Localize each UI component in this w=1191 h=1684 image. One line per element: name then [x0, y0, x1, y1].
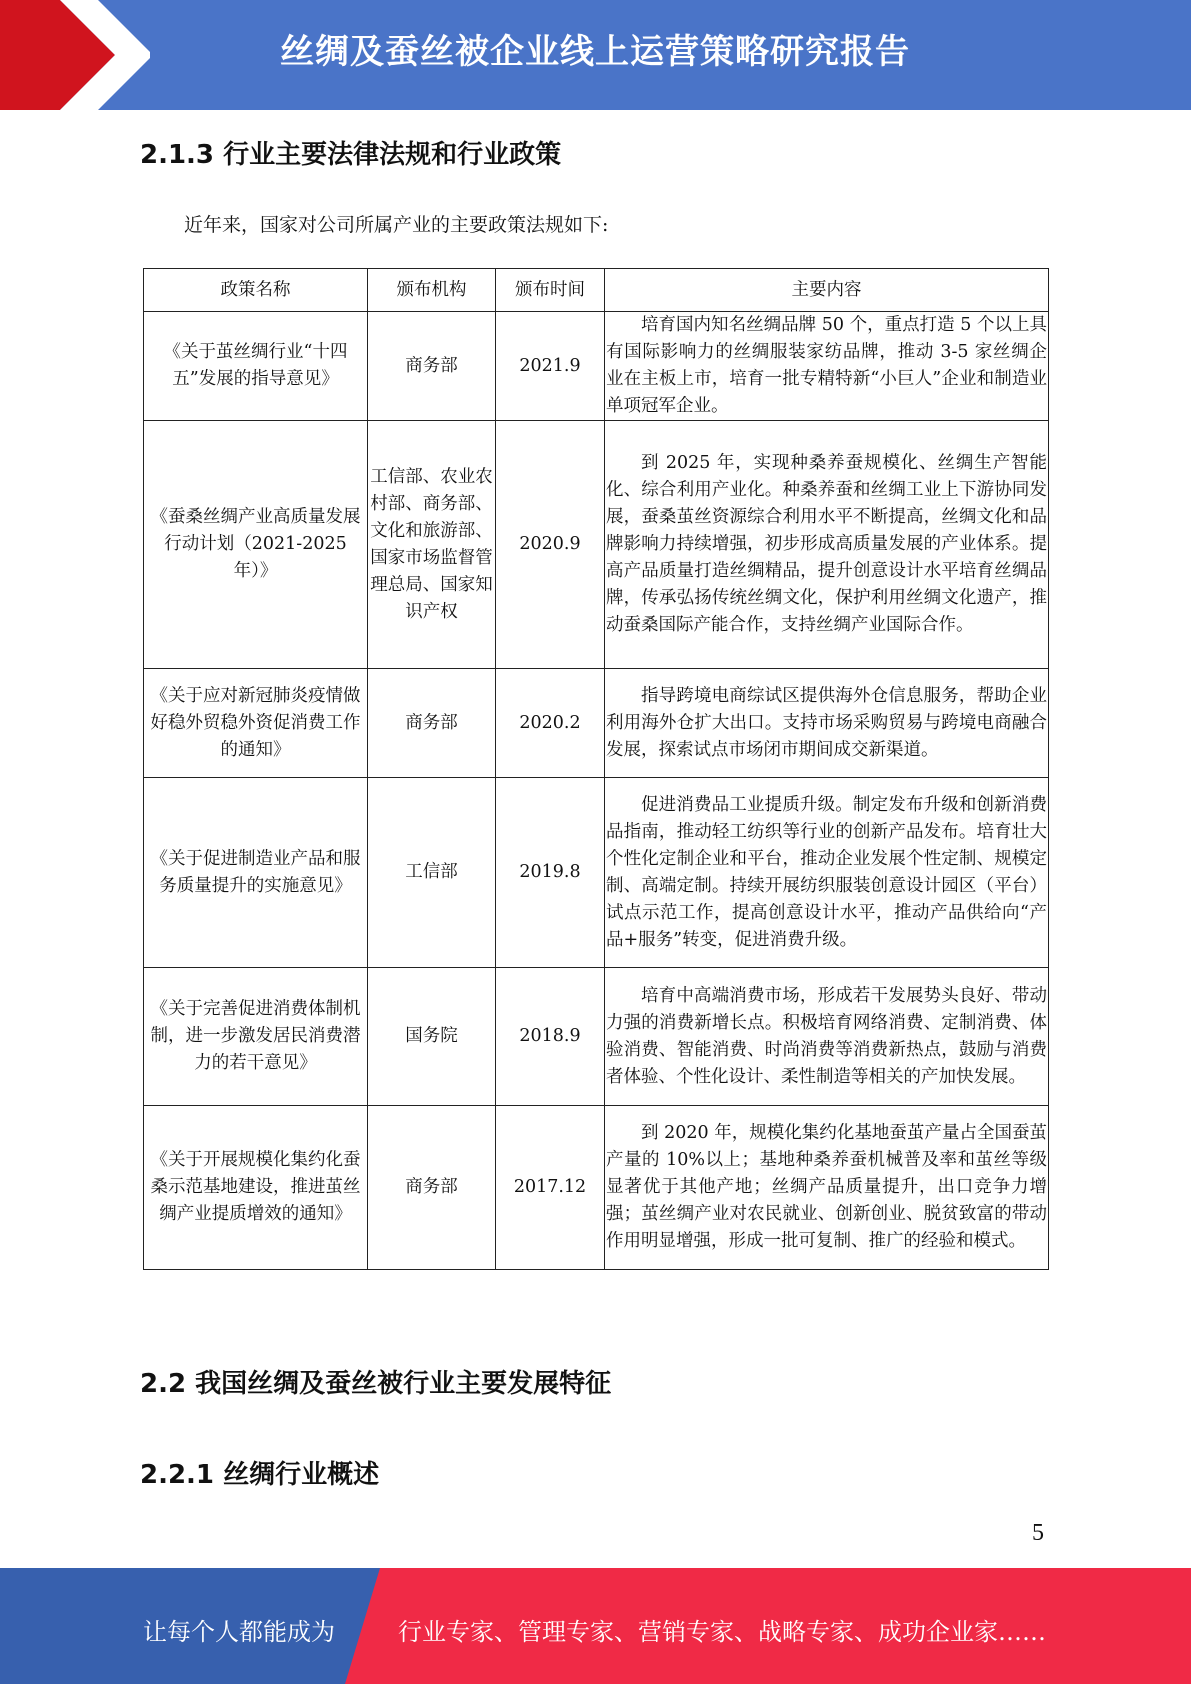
- header-red-arrow: [0, 0, 150, 110]
- col-header-content: 主要内容: [605, 269, 1049, 312]
- policy-content: 到 2020 年，规模化集约化基地蚕茧产量占全国蚕茧产量的 10%以上；基地种桑养蚕机械普及率和茧丝等级显著优于其他产地；丝绸产品质量提升，出口竞争力增强；茧丝绸产业对农民就业、创新创业、脱贫致富的带动作用明显增强，形成一批可复制、推广的经验和模式。: [605, 1106, 1049, 1270]
- policy-date: 2021.9: [496, 312, 605, 421]
- footer-slogan-left: 让每个人都能成为: [143, 1618, 335, 1646]
- policy-content: 培育国内知名丝绸品牌 50 个，重点打造 5 个以上具有国际影响力的丝绸服装家纺品牌，推动 3-5 家丝绸企业在主板上市，培育一批专精特新“小巨人”企业和制造业单项冠军企业。: [605, 312, 1049, 421]
- policy-name: 《关于应对新冠肺炎疫情做好稳外贸稳外资促消费工作的通知》: [144, 669, 368, 778]
- policy-org: 商务部: [368, 1106, 496, 1270]
- policy-org: 工信部、农业农村部、商务部、文化和旅游部、国家市场监督管理总局、国家知识产权: [368, 421, 496, 669]
- policy-content: 促进消费品工业提质升级。制定发布升级和创新消费品指南，推动轻工纺织等行业的创新产品发布。培育壮大个性化定制企业和平台，推动企业发展个性定制、规模定制、高端定制。持续开展纺织服装创意设计园区（平台）试点示范工作，提高创意设计水平，推动产品供给向“产品+服务”转变，促进消费升级。: [605, 778, 1049, 968]
- policy-org: 国务院: [368, 968, 496, 1106]
- report-title: 丝绸及蚕丝被企业线上运营策略研究报告: [280, 32, 910, 72]
- policy-date: 2020.2: [496, 669, 605, 778]
- footer-slogan-right: 行业专家、管理专家、营销专家、战略专家、成功企业家……: [398, 1618, 1046, 1646]
- policy-org: 商务部: [368, 669, 496, 778]
- table-row: [144, 968, 1049, 1106]
- policy-content: 到 2025 年，实现种桑养蚕规模化、丝绸生产智能化、综合利用产业化。种桑养蚕和丝绸工业上下游协同发展，蚕桑茧丝资源综合利用水平不断提高，丝绸文化和品牌影响力持续增强，初步形成高质量发展的产业体系。提高产品质量打造丝绸精品，提升创意设计水平培育丝绸品牌，传承弘扬传统丝绸文化，保护利用丝绸文化遗产，推动蚕桑国际产能合作，支持丝绸产业国际合作。: [605, 421, 1049, 669]
- policy-date: 2018.9: [496, 968, 605, 1106]
- page-number: 5: [1032, 1520, 1044, 1546]
- policy-name: 《关于促进制造业产品和服务质量提升的实施意见》: [144, 778, 368, 968]
- table-header-row: [144, 269, 1049, 312]
- col-header-date: 颁布时间: [496, 269, 605, 312]
- table-row: [144, 421, 1049, 669]
- section-2-2-heading: 2.2 我国丝绸及蚕丝被行业主要发展特征: [140, 1369, 612, 1399]
- policy-name: 《蚕桑丝绸产业高质量发展行动计划（2021-2025 年）》: [144, 421, 368, 669]
- table-row: [144, 1106, 1049, 1270]
- policy-name: 《关于茧丝绸行业“十四五”发展的指导意见》: [144, 312, 368, 421]
- policy-date: 2019.8: [496, 778, 605, 968]
- policy-table: [143, 268, 1049, 1270]
- policy-name: 《关于开展规模化集约化蚕桑示范基地建设，推进茧丝绸产业提质增效的通知》: [144, 1106, 368, 1270]
- policy-name: 《关于完善促进消费体制机制，进一步激发居民消费潜力的若干意见》: [144, 968, 368, 1106]
- section-2-2-1-heading: 2.2.1 丝绸行业概述: [140, 1460, 380, 1490]
- page-header: [0, 0, 1191, 110]
- policy-org: 工信部: [368, 778, 496, 968]
- policy-date: 2017.12: [496, 1106, 605, 1270]
- col-header-org: 颁布机构: [368, 269, 496, 312]
- col-header-name: 政策名称: [144, 269, 368, 312]
- table-row: [144, 312, 1049, 421]
- page-footer: [0, 1568, 1191, 1684]
- policy-org: 商务部: [368, 312, 496, 421]
- intro-paragraph: 近年来，国家对公司所属产业的主要政策法规如下:: [184, 214, 609, 236]
- table-row: [144, 778, 1049, 968]
- table-row: [144, 669, 1049, 778]
- policy-content: 指导跨境电商综试区提供海外仓信息服务，帮助企业利用海外仓扩大出口。支持市场采购贸易与跨境电商融合发展，探索试点市场闭市期间成交新渠道。: [605, 669, 1049, 778]
- policy-date: 2020.9: [496, 421, 605, 669]
- section-2-1-3-heading: 2.1.3 行业主要法律法规和行业政策: [140, 140, 562, 170]
- policy-content: 培育中高端消费市场，形成若干发展势头良好、带动力强的消费新增长点。积极培育网络消费、定制消费、体验消费、智能消费、时尚消费等消费新热点，鼓励与消费者体验、个性化设计、柔性制造等相关的产加快发展。: [605, 968, 1049, 1106]
